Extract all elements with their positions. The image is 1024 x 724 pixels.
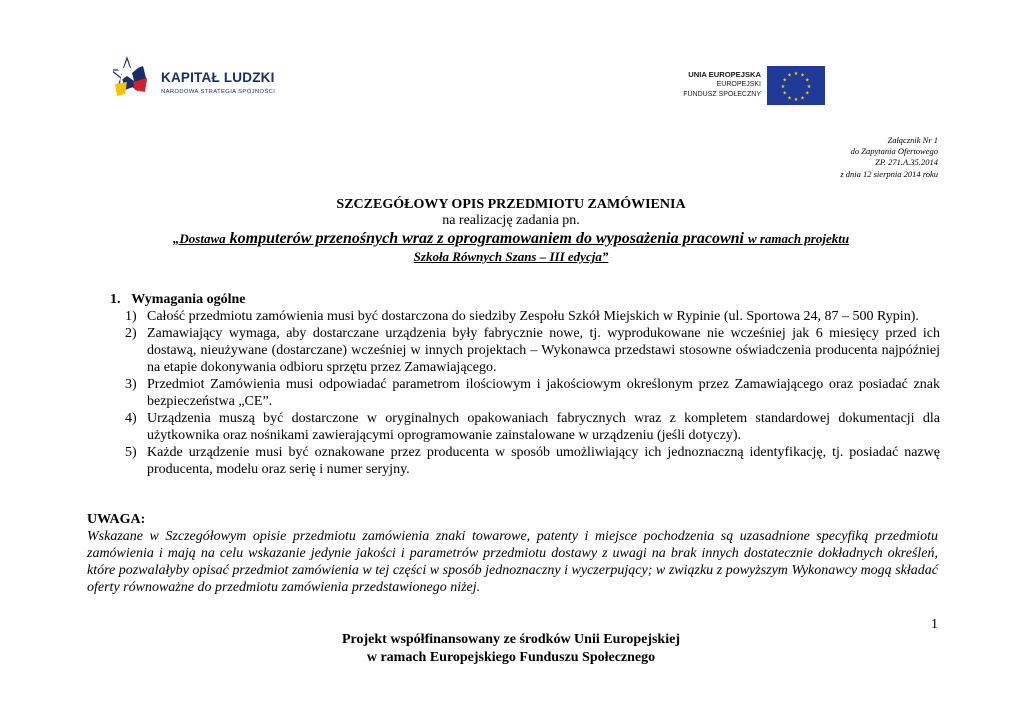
- list-item-number: 2): [125, 326, 137, 341]
- note-heading: UWAGA:: [87, 512, 146, 527]
- svg-text:★: ★: [805, 90, 810, 97]
- task-name-part-2: komputerów przenośnych wraz z oprogramowaniem do wyposażenia pracowni: [229, 230, 744, 247]
- list-item-number: 5): [125, 445, 137, 460]
- annex-line-2: do Zapytania Ofertowego: [850, 146, 938, 157]
- kapital-ludzki-emblem: [113, 56, 157, 106]
- list-item-text: Przedmiot Zamówienia musi odpowiadać parametrom ilościowym i jakościowym określonym przez Zamawiającego oraz posiadać znak bezpieczeństwa „CE”.: [147, 377, 940, 409]
- svg-text:★: ★: [787, 72, 792, 79]
- list-item-text: Zamawiający wymaga, aby dostarczane urządzenia były fabrycznie nowe, tj. wyprodukowane nie wcześniej jak 6 miesięcy przed ich dostawą, nieużywane (dostarczane) wcześniej w innych projektach – Wykonawca przedstawi stosowne oświadczenia producenta najpóźniej na etapie dokonywania odbioru sprzętu przez Zamawiającego.: [147, 326, 940, 375]
- section-general-requirements: [110, 291, 940, 478]
- annex-line-4: z dnia 12 sierpnia 2014 roku: [840, 168, 938, 179]
- task-name: [100, 229, 922, 249]
- svg-text:★: ★: [805, 77, 810, 84]
- eu-logo-line3: FUNDUSZ SPOŁECZNY: [683, 91, 761, 98]
- list-item: [110, 376, 940, 410]
- svg-text:★: ★: [793, 97, 799, 103]
- note-block: [87, 511, 938, 596]
- document-title: SZCZEGÓŁOWY OPIS PRZEDMIOTU ZAMÓWIENIA: [336, 197, 686, 212]
- footer: [100, 631, 922, 667]
- svg-text:★: ★: [806, 84, 812, 90]
- list-item: [110, 410, 940, 444]
- kapital-ludzki-logo: [113, 56, 303, 106]
- task-name-part-3: w ramach projektu: [747, 231, 850, 246]
- section-number: 1.: [110, 292, 121, 307]
- list-item: [110, 444, 940, 478]
- note-body: Wskazane w Szczegółowym opisie przedmiotu zamówienia znaki towarowe, patenty i miejsce pochodzenia są uzasadnione specyfiką przedmiotu zamówienia i mają na celu wskazanie jedynie jakości i parametrów przedmiotu dostawy z uwagi na brak innych dostatecznie dokładnych określeń, które pozwalałyby opisać przedmiot zamówienia w tej części w sposób jednoznaczny i wyczerpujący; w związku z powyższym Wykonawcy mogą składać oferty równoważne do przedmiotu zamówienia przedstawionego niżej.: [87, 529, 938, 595]
- svg-text:★: ★: [787, 95, 792, 102]
- eu-logo-line2: EUROPEJSKI: [716, 81, 761, 88]
- document-title-block: [100, 196, 922, 264]
- project-name: Szkoła Równych Szans – III edycja”: [413, 249, 609, 264]
- document-subtitle: na realizację zadania pn.: [442, 213, 580, 228]
- kapital-ludzki-title: KAPITAŁ LUDZKI: [161, 70, 275, 85]
- annex-line-3: ZP. 271.A.35.2014: [875, 157, 938, 168]
- svg-text:★: ★: [793, 71, 799, 77]
- svg-text:★: ★: [800, 95, 805, 102]
- svg-text:★: ★: [782, 77, 787, 84]
- list-item: [110, 325, 940, 376]
- kapital-ludzki-subtitle: NARODOWA STRATEGIA SPÓJNOŚCI: [161, 89, 276, 95]
- svg-text:★: ★: [800, 72, 805, 79]
- annex-reference: [840, 135, 938, 180]
- section-title: Wymagania ogólne: [131, 292, 246, 307]
- section-heading: [110, 291, 940, 308]
- eu-logo: [674, 62, 829, 108]
- svg-text:★: ★: [782, 90, 787, 97]
- svg-text:★: ★: [780, 84, 786, 90]
- list-item-text: Całość przedmiotu zamówienia musi być dostarczona do siedziby Zespołu Szkół Miejskich w Rypinie (ul. Sportowa 24, 87 – 500 Rypin).: [147, 309, 919, 324]
- requirements-list: [110, 308, 940, 478]
- footer-line-2: w ramach Europejskiego Funduszu Społecznego: [366, 650, 656, 665]
- footer-line-1: Projekt współfinansowany ze środków Unii Europejskiej: [342, 632, 680, 647]
- list-item: [110, 308, 940, 325]
- page-number: 1: [931, 617, 938, 632]
- eu-flag-icon: [767, 66, 825, 105]
- eu-logo-line1: UNIA EUROPEJSKA: [688, 70, 761, 79]
- annex-line-1: Załącznik Nr 1: [887, 135, 938, 145]
- task-name-part-1: „Dostawa: [172, 231, 226, 246]
- list-item-number: 1): [125, 309, 137, 324]
- list-item-number: 3): [125, 377, 137, 392]
- list-item-number: 4): [125, 411, 137, 426]
- list-item-text: Urządzenia muszą być dostarczone w oryginalnych opakowaniach fabrycznych wraz z kompletem standardowej dokumentacji dla użytkownika oraz nośnikami zawierającymi oprogramowanie zainstalowane w urządzeniu (jeśli dotyczy).: [147, 411, 940, 443]
- list-item-text: Każde urządzenie musi być oznakowane przez producenta w sposób umożliwiający ich jednoznaczną identyfikację, tj. posiadać nazwę producenta, modelu oraz serię i numer seryjny.: [147, 445, 940, 477]
